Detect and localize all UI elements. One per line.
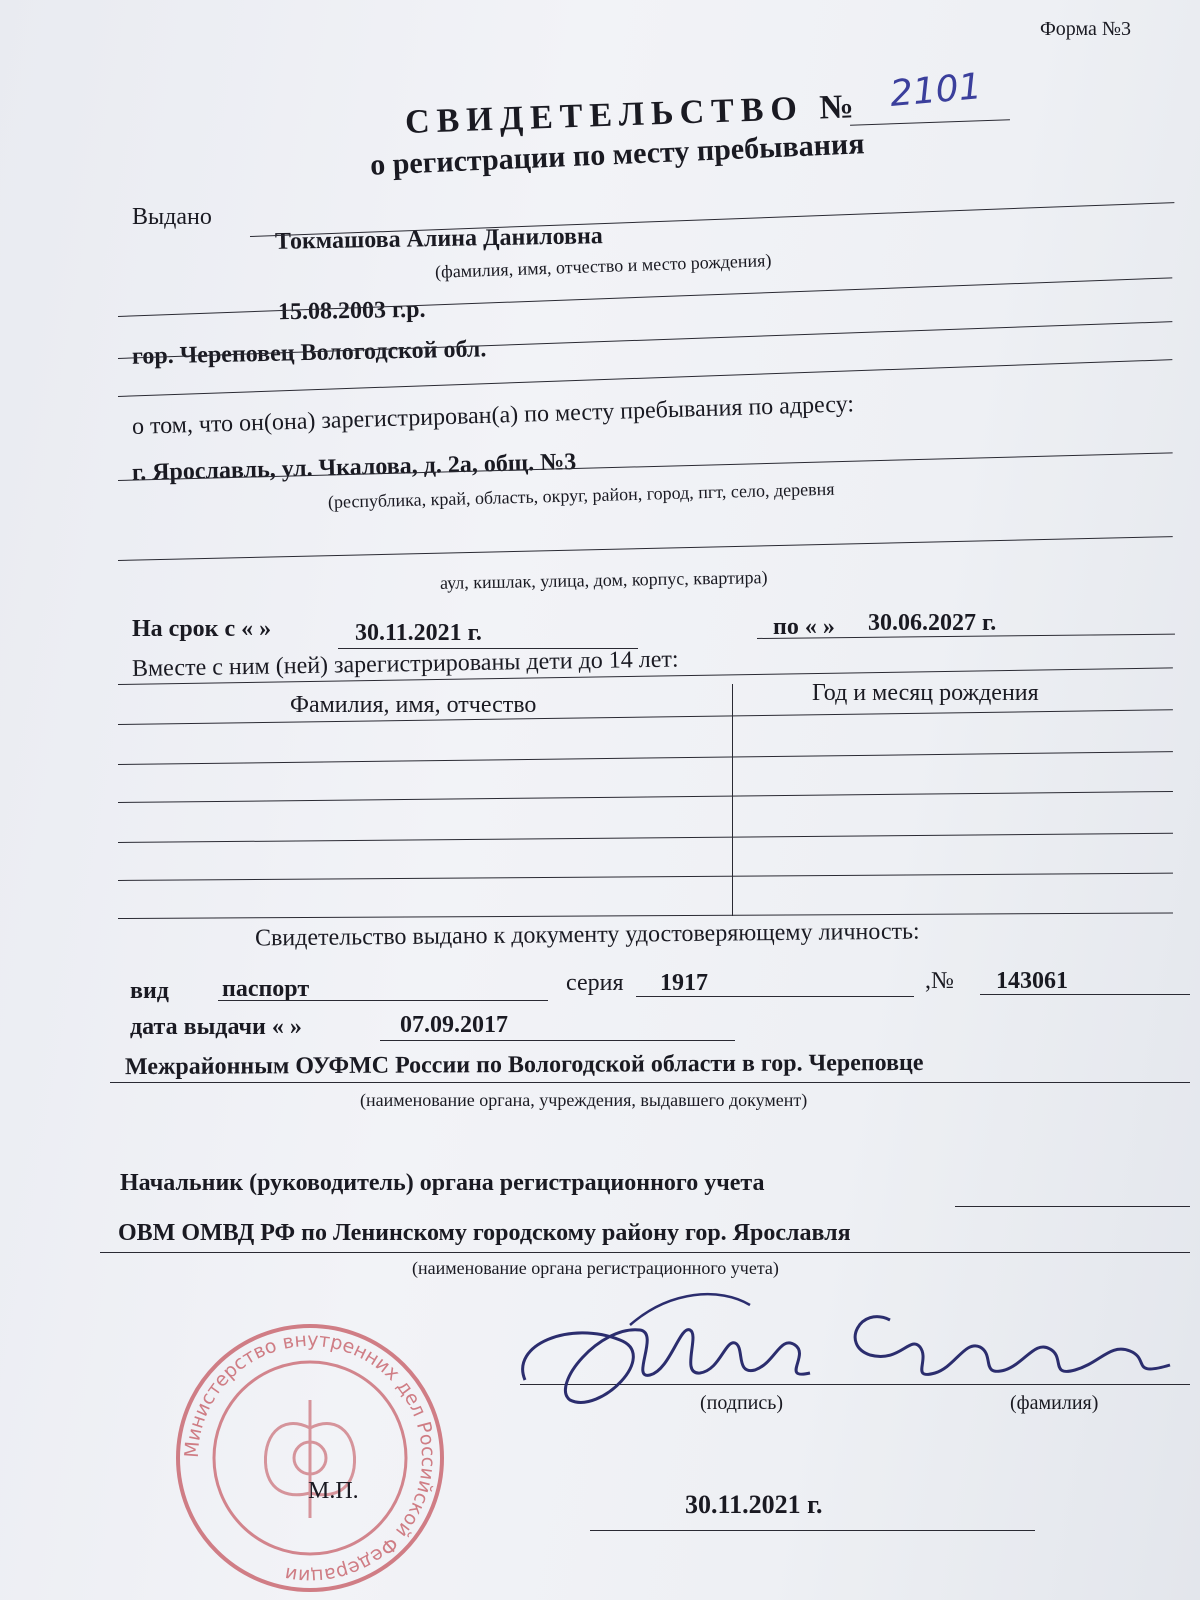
children-table-row <box>118 751 1173 765</box>
children-table-row <box>118 833 1173 843</box>
period-to: 30.06.2027 г. <box>868 610 997 636</box>
certificate-number: 2101 <box>888 66 984 115</box>
stamp-text: Министерство внутренних дел Российской Федерации <box>180 1328 440 1588</box>
seal-label: М.П. <box>308 1478 359 1504</box>
registration-statement: о том, что он(она) зарегистрирован(а) по месту пребывания по адресу: <box>131 391 855 440</box>
registration-address: г. Ярославль, ул. Чкалова, д. 2а, общ. №3 <box>131 449 577 486</box>
issue-date: 30.11.2021 г. <box>685 1490 823 1519</box>
children-table-row <box>118 791 1173 803</box>
doc-type-label: вид <box>130 978 169 1004</box>
children-table-row <box>118 709 1173 725</box>
birth-date: 15.08.2003 г.р. <box>277 296 426 326</box>
period-from: 30.11.2021 г. <box>355 620 482 646</box>
issued-label: Выдано <box>132 204 212 230</box>
authority-head-label: Начальник (руководитель) органа регистрационного учета <box>120 1170 765 1196</box>
authority-caption: (наименование органа регистрационного учета) <box>412 1258 779 1278</box>
doc-type-underline <box>218 1000 548 1001</box>
doc-issuer: Межрайонным ОУФМС России по Вологодской области в гор. Череповце <box>124 1049 924 1081</box>
children-col-name: Фамилия, имя, отчество <box>290 692 537 718</box>
doc-series-label: серия <box>566 970 624 996</box>
doc-issuer-caption: (наименование органа, учреждения, выдавшего документ) <box>360 1090 808 1110</box>
doc-series-underline <box>636 996 914 997</box>
address-underline-2 <box>118 536 1173 561</box>
signature-caption: (подпись) <box>700 1392 784 1414</box>
doc-number-label: ,№ <box>925 968 954 994</box>
birth-date-underline <box>118 277 1172 317</box>
authority-name-underline <box>100 1252 1190 1253</box>
children-table-row <box>118 873 1173 881</box>
doc-type: паспорт <box>222 976 310 1002</box>
period-from-label: На срок с « » <box>132 616 272 642</box>
doc-issue-date: 07.09.2017 <box>400 1012 508 1038</box>
name-underline <box>250 202 1174 237</box>
official-stamp-icon <box>170 1318 450 1600</box>
children-col-birth: Год и месяц рождения <box>812 680 1039 706</box>
surname-caption: (фамилия) <box>1010 1392 1099 1414</box>
period-to-label: по « » <box>773 614 835 640</box>
name-caption: (фамилия, имя, отчество и место рождения) <box>434 250 772 282</box>
birth-place: гор. Череповец Вологодской обл. <box>131 336 487 370</box>
authority-name: ОВМ ОМВД РФ по Ленинскому городскому району гор. Ярославля <box>118 1220 851 1246</box>
document-heading: Свидетельство выдано к документу удостоверяющему личность: <box>254 918 920 952</box>
doc-issue-date-label: дата выдачи « » <box>130 1014 302 1040</box>
form-label: Форма №3 <box>1040 18 1131 40</box>
doc-series: 1917 <box>660 970 708 996</box>
person-name: Токмашова Алина Даниловна <box>274 223 604 255</box>
number-underline <box>850 119 1010 126</box>
address-caption-1: (республика, край, область, округ, район, город, пгт, село, деревня <box>327 478 835 512</box>
children-table-divider <box>732 684 733 916</box>
children-table-bottom <box>118 912 1173 919</box>
doc-issuer-underline <box>110 1082 1190 1083</box>
doc-number-underline <box>980 994 1190 995</box>
handwritten-signature-icon <box>510 1285 1190 1425</box>
certificate-subtitle: о регистрации по месту пребывания <box>369 127 866 182</box>
children-heading: Вместе с ним (ней) зарегистрированы дети до 14 лет: <box>131 646 679 682</box>
issue-date-underline <box>590 1530 1035 1531</box>
certificate-title: СВИДЕТЕЛЬСТВО № <box>404 88 862 141</box>
address-caption-2: аул, кишлак, улица, дом, корпус, квартира) <box>439 567 768 593</box>
doc-number: 143061 <box>996 968 1068 994</box>
doc-issue-date-underline <box>380 1040 735 1041</box>
authority-head-underline <box>955 1206 1190 1207</box>
